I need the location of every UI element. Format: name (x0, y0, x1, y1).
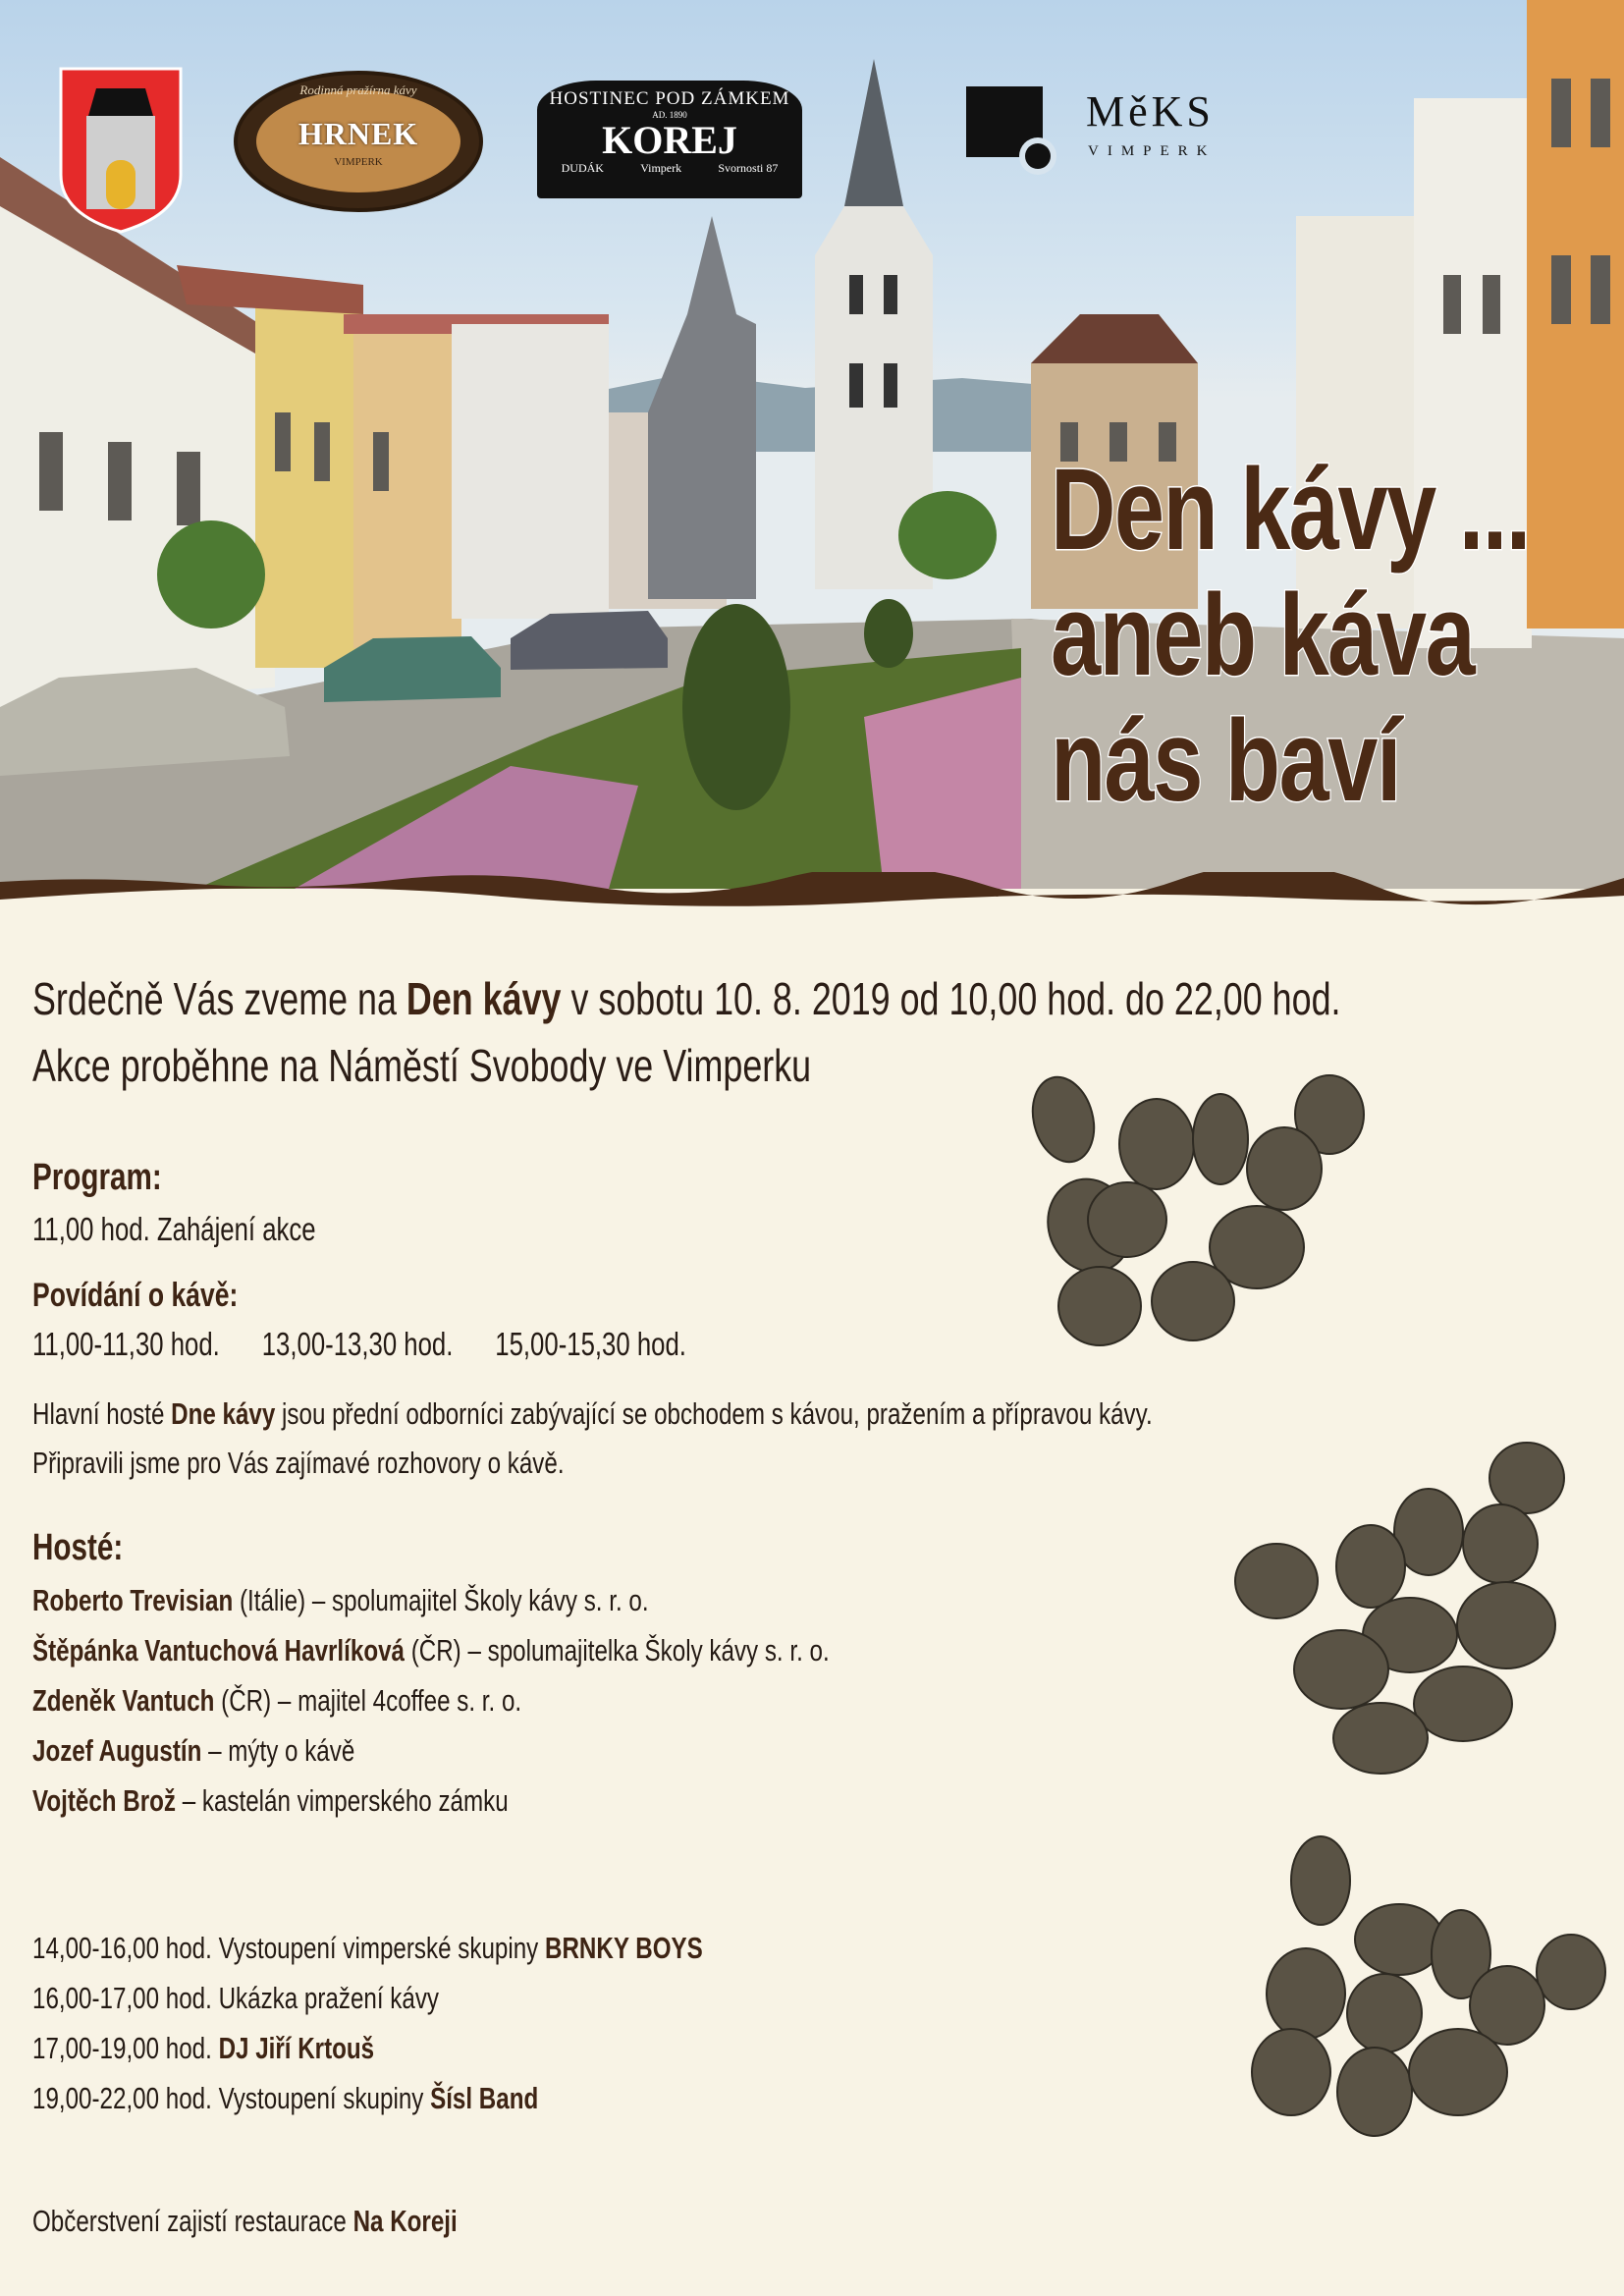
guest-item: Jozef Augustín – mýty o kávě (32, 1733, 355, 1768)
coffee-bean (1058, 1267, 1141, 1345)
coffee-bean (1152, 1262, 1234, 1340)
coffee-bean (1336, 1525, 1405, 1608)
guest-item: Vojtěch Brož – kastelán vimperského zámku (32, 1783, 509, 1818)
guests-intro-line2: Připravili jsme pro Vás zajímavé rozhovory o kávě. (32, 1446, 565, 1480)
coffee-bean (1024, 1070, 1104, 1170)
coffee-bean (1252, 2029, 1330, 2115)
schedule-item: 14,00-16,00 hod. Vystoupení vimperské skupiny BRNKY BOYS (32, 1931, 703, 1965)
coffee-bean (1294, 1630, 1388, 1709)
hrnek-logo: Rodinná pražírna kávy HRNEK VIMPERK (234, 71, 483, 212)
talks-heading: Povídání o kávě: (32, 1277, 239, 1314)
coffee-bean (1463, 1504, 1538, 1583)
guest-item: Roberto Trevisian (Itálie) – spolumajitel Školy kávy s. r. o. (32, 1583, 649, 1617)
coffee-bean (1291, 1836, 1350, 1925)
coffee-bean (1247, 1127, 1322, 1210)
coffee-bean (1409, 2029, 1507, 2115)
opening-time: 11,00 hod. Zahájení akce (32, 1211, 316, 1247)
coffee-bean (1235, 1544, 1318, 1618)
coffee-bean (1355, 1904, 1443, 1975)
schedule-item: 19,00-22,00 hod. Vystoupení skupiny Šísl Band (32, 2081, 539, 2115)
coffee-bean (1267, 1948, 1345, 2039)
coffee-bean (1347, 1974, 1422, 2052)
coffee-bean (1088, 1182, 1166, 1257)
coffee-bean (1119, 1099, 1194, 1189)
korej-logo: HOSTINEC POD ZÁMKEM AD. 1890 KOREJ DUDÁK Vimperk Svornosti 87 (537, 81, 802, 198)
guest-item: Zdeněk Vantuch (ČR) – majitel 4coffee s. r. o. (32, 1683, 522, 1718)
coffee-bean (1414, 1667, 1512, 1741)
coffee-bean (1337, 2048, 1412, 2136)
poster-title: Den kávy ... aneb káva nás baví (1051, 445, 1530, 826)
talk-times: 11,00-11,30 hod. 13,00-13,30 hod. 15,00-15,30 hod. (32, 1326, 686, 1362)
invitation-line: Srdečně Vás zveme na Den kávy v sobotu 10. 8. 2019 od 10,00 hod. do 22,00 hod. (32, 973, 1341, 1024)
coffee-bean (1193, 1094, 1248, 1184)
coffee-bean (1489, 1443, 1564, 1513)
coffee-bean (1457, 1582, 1555, 1668)
refreshments-note: Občerstvení zajistí restaurace Na Koreji (32, 2204, 458, 2238)
coffee-bean (1537, 1935, 1605, 2009)
coffee-bean (1333, 1703, 1428, 1774)
schedule-item: 16,00-17,00 hod. Ukázka pražení kávy (32, 1981, 440, 2015)
guests-heading: Hosté: (32, 1527, 124, 1568)
program-heading: Program: (32, 1157, 162, 1198)
guest-item: Štěpánka Vantuchová Havrlíková (ČR) – spolumajitelka Školy kávy s. r. o. (32, 1633, 830, 1667)
schedule-item: 17,00-19,00 hod. DJ Jiří Krtouš (32, 2031, 375, 2065)
meks-logo: MěKS VIMPERK (966, 86, 1261, 180)
location-line: Akce proběhne na Náměstí Svobody ve Vimperku (32, 1040, 812, 1091)
guests-intro: Hlavní hosté Dne kávy jsou přední odborníci zabývající se obchodem s kávou, pražením a přípravou kávy. (32, 1396, 1153, 1431)
